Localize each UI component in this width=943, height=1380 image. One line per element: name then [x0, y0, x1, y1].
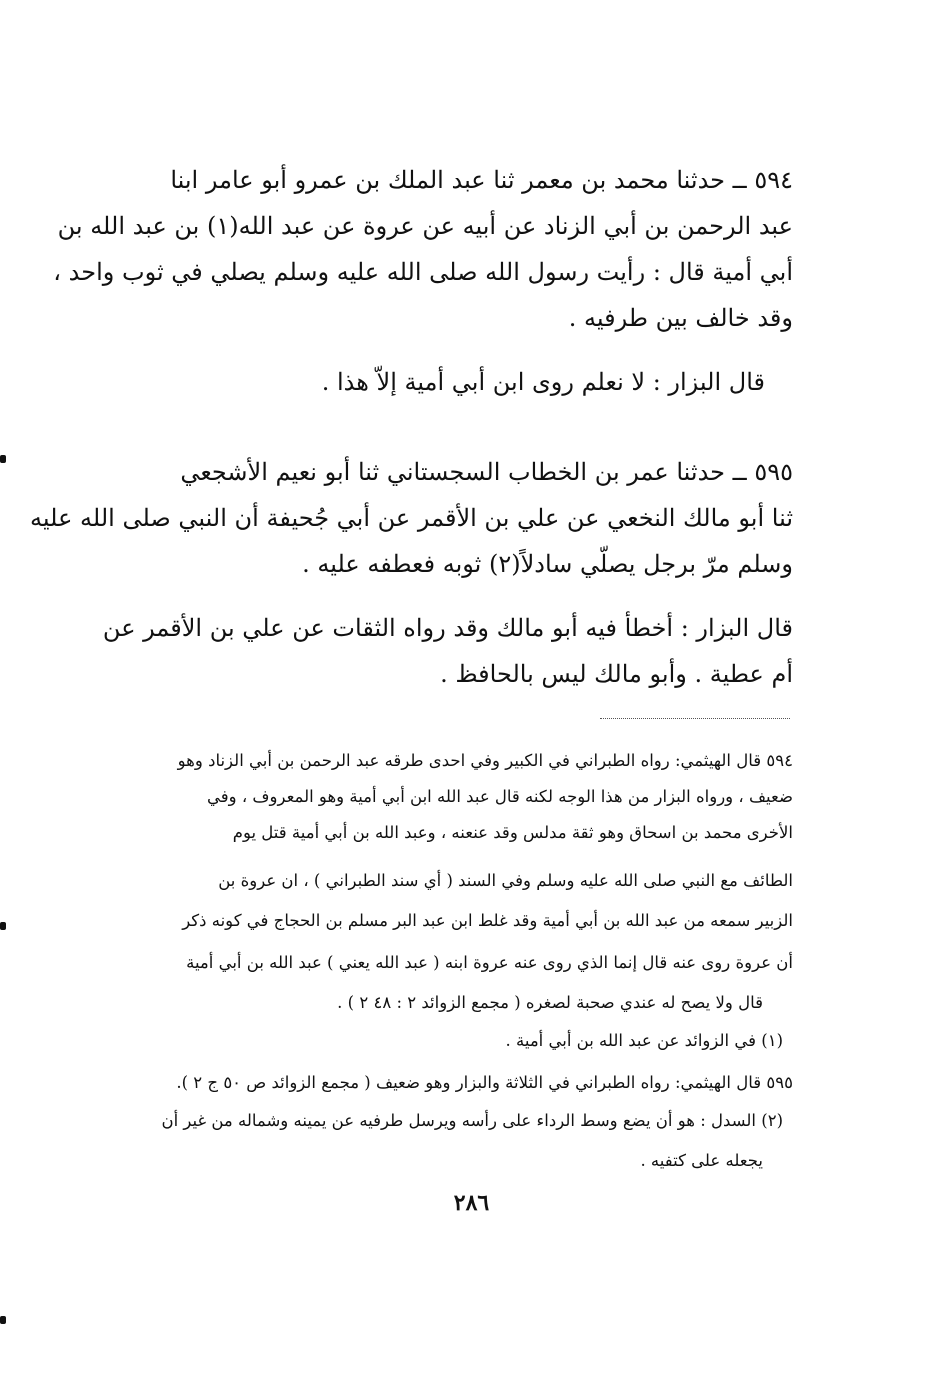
hadith-594-line-3: أبي أمية قال : رأيت رسول الله صلى الله عليه وسلم يصلي في ثوب واحد ،: [53, 258, 793, 286]
footnote-594-line-2: ضعيف ، ورواه البزار من هذا الوجه لكنه قال عبد الله ابن أبي أمية وهو المعروف ، وفي: [206, 787, 793, 806]
hadith-595-line-1: ٥٩٥ ــ حدثنا عمر بن الخطاب السجستاني ثنا أبو نعيم الأشجعي: [180, 458, 793, 486]
hadith-594-line-4: وقد خالف بين طرفيه .: [568, 304, 793, 332]
scan-speck: [0, 922, 6, 930]
scan-speck: [0, 1316, 6, 1324]
footnote-594-line-3: الأخرى محمد بن اسحاق وهو ثقة مدلس وقد عنعنه ، وعبد الله بن أبي أمية قتل يوم: [232, 823, 793, 842]
footnote-594-line-1: ٥٩٤ قال الهيثمي: رواه الطبراني في الكبير وفي احدى طرقه عبد الرحمن بن أبي الزناد وهو: [177, 751, 793, 770]
hadith-594-line-1: ٥٩٤ ــ حدثنا محمد بن معمر ثنا عبد الملك بن عمرو أبو عامر ابنا: [170, 166, 793, 194]
footnote-separator: [600, 718, 790, 719]
hadith-594-comment: قال البزار : لا نعلم روى ابن أبي أمية إلاّ هذا .: [321, 368, 765, 396]
footnote-594-line-5: الزبير سمعه من عبد الله بن أبي أمية وقد غلط ابن عبد البر مسلم بن الحجاج في كونه ذكر: [182, 911, 793, 930]
footnote-2-line-2: يجعله على كتفيه .: [640, 1151, 763, 1170]
footnote-594-line-6: أن عروة روى عنه قال إنما الذي روى عنه عروة ابنه ( عبد الله يعني ) عبد الله بن أبي أمية: [186, 953, 793, 972]
footnote-594-line-4: الطائف مع النبي صلى الله عليه وسلم وفي السند ( أي سند الطبراني ) ، ان عروة بن: [218, 871, 793, 890]
footnote-595: ٥٩٥ قال الهيثمي: رواه الطبراني في الثلاثة والبزار وهو ضعيف ( مجمع الزوائد ص ٥٠ ج ٢ ).: [176, 1073, 793, 1092]
hadith-595-line-2: ثنا أبو مالك النخعي عن علي بن الأقمر عن أبي جُحيفة أن النبي صلى الله عليه: [30, 504, 793, 532]
hadith-595-comment-line-2: أم عطية . وأبو مالك ليس بالحافظ .: [440, 660, 793, 688]
footnote-1: (١) في الزوائد عن عبد الله بن أبي أمية .: [505, 1031, 783, 1050]
footnote-2-line-1: (٢) السدل : هو أن يضع وسط الرداء على رأسه ويرسل طرفيه عن يمينه وشماله من غير أن: [161, 1111, 783, 1130]
hadith-595-line-3: وسلم مرّ برجل يصلّي سادلاً(٢) ثوبه فعطفه عليه .: [302, 550, 793, 578]
hadith-595-comment-line-1: قال البزار : أخطأ فيه أبو مالك وقد رواه الثقات عن علي بن الأقمر عن: [102, 614, 793, 642]
scan-speck: [0, 455, 6, 463]
hadith-594-line-2: عبد الرحمن بن أبي الزناد عن أبيه عن عروة عن عبد الله(١) بن عبد الله بن: [57, 212, 793, 240]
page-number: ٢٨٦: [453, 1190, 490, 1216]
footnote-594-line-7: قال ولا يصح له عندي صحبة لصغره ( مجمع الزوائد ٢ : ٤٨ ٢ ) .: [337, 993, 763, 1012]
